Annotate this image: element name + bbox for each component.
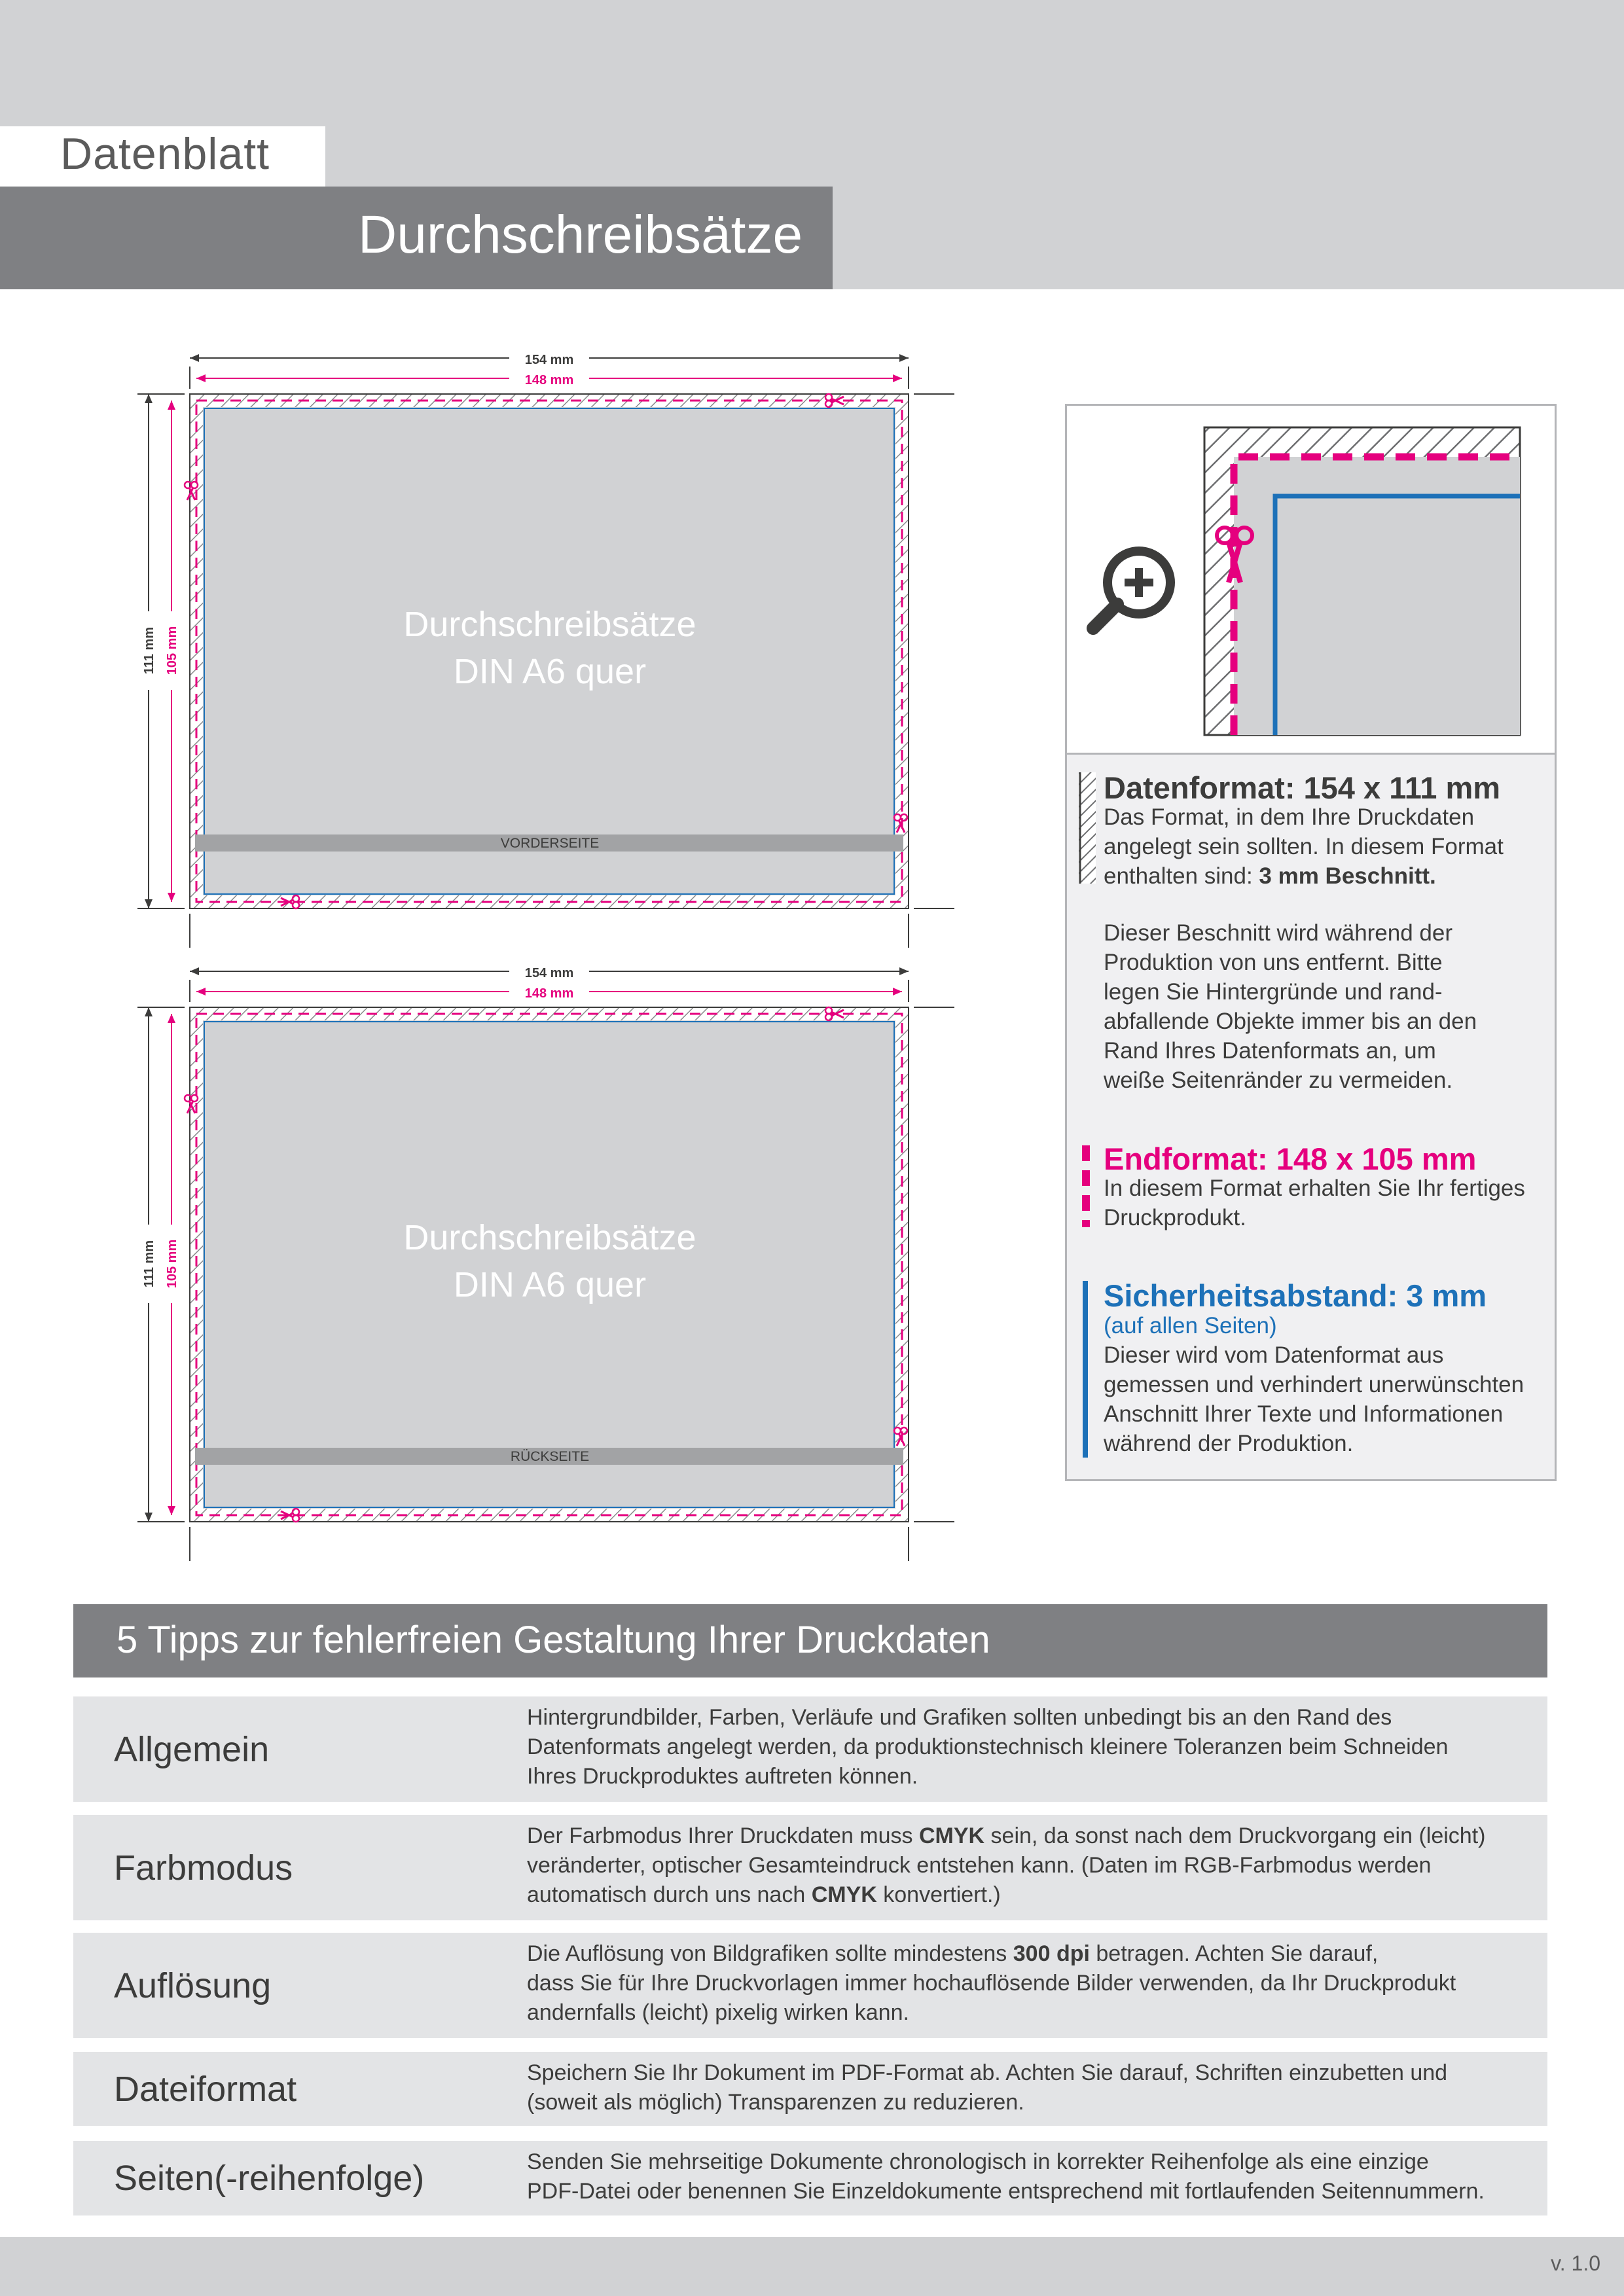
product-format: DIN A6 quer: [453, 652, 647, 691]
tip-text: [527, 1821, 1535, 1910]
sicherheit-line: Anschnitt Ihrer Texte und Informationen: [1104, 1401, 1504, 1427]
arrow-head: [899, 967, 909, 975]
arrow-head: [168, 893, 175, 902]
tip-run: dass Sie für Ihre Druckvorlagen immer hochauflösende Bilder verwenden, da Ihr Druckprodukt: [527, 1971, 1456, 1996]
tip-run: betragen. Achten Sie darauf,: [1089, 1941, 1379, 1966]
tip-line: [527, 1998, 1535, 2028]
tip-line: [527, 1939, 1535, 1969]
arrow-head: [190, 967, 199, 975]
zoom-detail: [1067, 406, 1555, 755]
beschnitt-line: weiße Seitenränder zu vermeiden.: [1104, 1067, 1453, 1093]
arrow-head: [145, 1007, 153, 1016]
tip-row-allgemein: [73, 1696, 1547, 1802]
arrow-head: [196, 988, 206, 996]
tip-line: [527, 1880, 1535, 1910]
tip-run: Ihres Druckproduktes auftreten können.: [527, 1764, 918, 1789]
product-name: Durchschreibsätze: [403, 605, 696, 644]
tip-line: [527, 2058, 1535, 2088]
artwork-area: [203, 407, 895, 895]
arrow-head: [168, 401, 175, 410]
datenformat-line: angelegt sein sollten. In diesem Format: [1104, 834, 1504, 859]
tip-row-seitenreihenfolge: [73, 2141, 1547, 2215]
height-inner-label: 105 mm: [165, 1239, 179, 1289]
tip-line: [527, 1969, 1535, 1998]
beschnitt-line: abfallende Objekte immer bis an den: [1104, 1009, 1477, 1034]
tip-text: [527, 2058, 1535, 2117]
tip-row-aufloesung: [73, 1933, 1547, 2038]
tip-text: [527, 1703, 1535, 1791]
width-inner-label: 148 mm: [524, 373, 574, 387]
endformat-line: Druckprodukt.: [1104, 1205, 1246, 1230]
tip-run: PDF-Datei oder benennen Sie Einzeldokumente entsprechend mit fortlaufenden Seitennummern.: [527, 2179, 1485, 2204]
magnifier-plus-icon: [1093, 551, 1170, 628]
arrow-head: [145, 899, 153, 908]
arrow-head: [893, 988, 902, 996]
tip-label: Farbmodus: [114, 1848, 293, 1888]
tip-run: Speichern Sie Ihr Dokument im PDF-Format ab. Achten Sie darauf, Schriften einzubetten und: [527, 2060, 1448, 2085]
width-inner-label: 148 mm: [524, 986, 574, 1001]
beschnitt-paragraph: [1104, 918, 1477, 1095]
arrow-head: [196, 374, 206, 382]
tip-line: [527, 1732, 1535, 1762]
tip-row-dateiformat: [73, 2052, 1547, 2126]
sicherheit-subtitle: (auf allen Seiten): [1104, 1313, 1277, 1338]
tip-label: Seiten(-reihenfolge): [114, 2159, 425, 2198]
tip-run: konvertiert.): [876, 1882, 1001, 1907]
sicherheit-title: Sicherheitsabstand: 3 mm: [1104, 1278, 1487, 1313]
footer-band: [0, 2237, 1624, 2296]
tip-label: Auflösung: [114, 1966, 272, 2005]
arrow-head: [168, 1506, 175, 1515]
width-outer-label: 154 mm: [524, 353, 574, 367]
version-label: v. 1.0: [1551, 2251, 1600, 2275]
arrow-head: [190, 354, 199, 362]
tip-run: Hintergrundbilder, Farben, Verläufe und Grafiken sollten unbedingt bis an den Rand des: [527, 1705, 1392, 1730]
tip-run: veränderter, optischer Gesamteindruck entstehen kann. (Daten im RGB-Farbmodus werden: [527, 1853, 1432, 1878]
arrow-head: [145, 1513, 153, 1522]
tip-run: Der Farbmodus Ihrer Druckdaten muss: [527, 1823, 919, 1848]
arrow-head: [899, 354, 909, 362]
tip-run: sein, da sonst nach dem Druckvorgang ein (leicht): [984, 1823, 1486, 1848]
product-name: Durchschreibsätze: [403, 1218, 696, 1257]
beschnitt-line: Produktion von uns entfernt. Bitte: [1104, 950, 1443, 975]
document-label: Datenblatt: [60, 129, 270, 179]
sicherheit-marker: [1083, 1281, 1088, 1458]
endformat-marker: [1081, 1145, 1091, 1227]
hatch-marker: [1079, 772, 1096, 884]
side-label: VORDERSEITE: [500, 836, 600, 851]
format-diagram-front: [124, 340, 975, 929]
beschnitt-emphasis: 3 mm Beschnitt.: [1259, 863, 1436, 889]
tip-emphasis: CMYK: [811, 1882, 877, 1907]
width-outer-label: 154 mm: [524, 966, 574, 980]
arrow-head: [893, 374, 902, 382]
tip-run: Senden Sie mehrseitige Dokumente chronologisch in korrekter Reihenfolge als eine einzige: [527, 2149, 1429, 2174]
tip-run: andernfalls (leicht) pixelig wirken kann.: [527, 2000, 909, 2025]
sicherheit-line: während der Produktion.: [1104, 1431, 1354, 1456]
tip-line: [527, 1703, 1535, 1732]
tip-line: [527, 2088, 1535, 2117]
tip-run: Datenformats angelegt werden, da produktionstechnisch kleinere Toleranzen beim Schneiden: [527, 1734, 1449, 1759]
tip-emphasis: CMYK: [918, 1823, 985, 1848]
datenformat-title: Datenformat: 154 x 111 mm: [1104, 770, 1501, 805]
tip-line: [527, 1762, 1535, 1791]
arrow-head: [168, 1014, 175, 1023]
info-panel: [1065, 404, 1557, 1481]
tip-emphasis: 300 dpi: [1013, 1941, 1090, 1966]
datenformat-line: Das Format, in dem Ihre Druckdaten: [1104, 804, 1475, 830]
tip-label: Dateiformat: [114, 2070, 297, 2109]
beschnitt-line: Dieser Beschnitt wird während der: [1104, 920, 1453, 946]
endformat-line: In diesem Format erhalten Sie Ihr fertiges: [1104, 1175, 1525, 1201]
tip-line: [527, 1851, 1535, 1880]
height-outer-label: 111 mm: [142, 626, 156, 675]
sicherheit-line: gemessen und verhindert unerwünschten: [1104, 1372, 1525, 1397]
tip-label: Allgemein: [114, 1730, 270, 1769]
tip-line: [527, 2147, 1535, 2177]
tip-row-farbmodus: [73, 1815, 1547, 1920]
format-diagram-back: [124, 954, 975, 1543]
beschnitt-line: legen Sie Hintergründe und rand-: [1104, 979, 1443, 1005]
tip-run: automatisch durch uns nach: [527, 1882, 812, 1907]
beschnitt-line: Rand Ihres Datenformats an, um: [1104, 1038, 1436, 1064]
page-title: Durchschreibsätze: [358, 205, 803, 264]
sicherheit-line: Dieser wird vom Datenformat aus: [1104, 1342, 1444, 1368]
tip-run: (soweit als möglich) Transparenzen zu reduzieren.: [527, 2090, 1024, 2115]
side-label: RÜCKSEITE: [510, 1449, 590, 1464]
tip-line: [527, 2177, 1535, 2206]
height-inner-label: 105 mm: [165, 626, 179, 675]
endformat-title: Endformat: 148 x 105 mm: [1104, 1141, 1477, 1176]
tip-run: Die Auflösung von Bildgrafiken sollte mindestens: [527, 1941, 1013, 1966]
arrow-head: [145, 394, 153, 403]
tip-line: [527, 1821, 1535, 1851]
corner-detail-illustration: [1204, 427, 1520, 735]
height-outer-label: 111 mm: [142, 1240, 156, 1288]
product-format: DIN A6 quer: [453, 1265, 647, 1304]
datenformat-line: enthalten sind: 3 mm Beschnitt.: [1104, 863, 1436, 889]
tip-text: [527, 1939, 1535, 2028]
tips-title: 5 Tipps zur fehlerfreien Gestaltung Ihrer Druckdaten: [117, 1619, 990, 1661]
artwork-area: [203, 1020, 895, 1509]
tip-text: [527, 2147, 1535, 2206]
